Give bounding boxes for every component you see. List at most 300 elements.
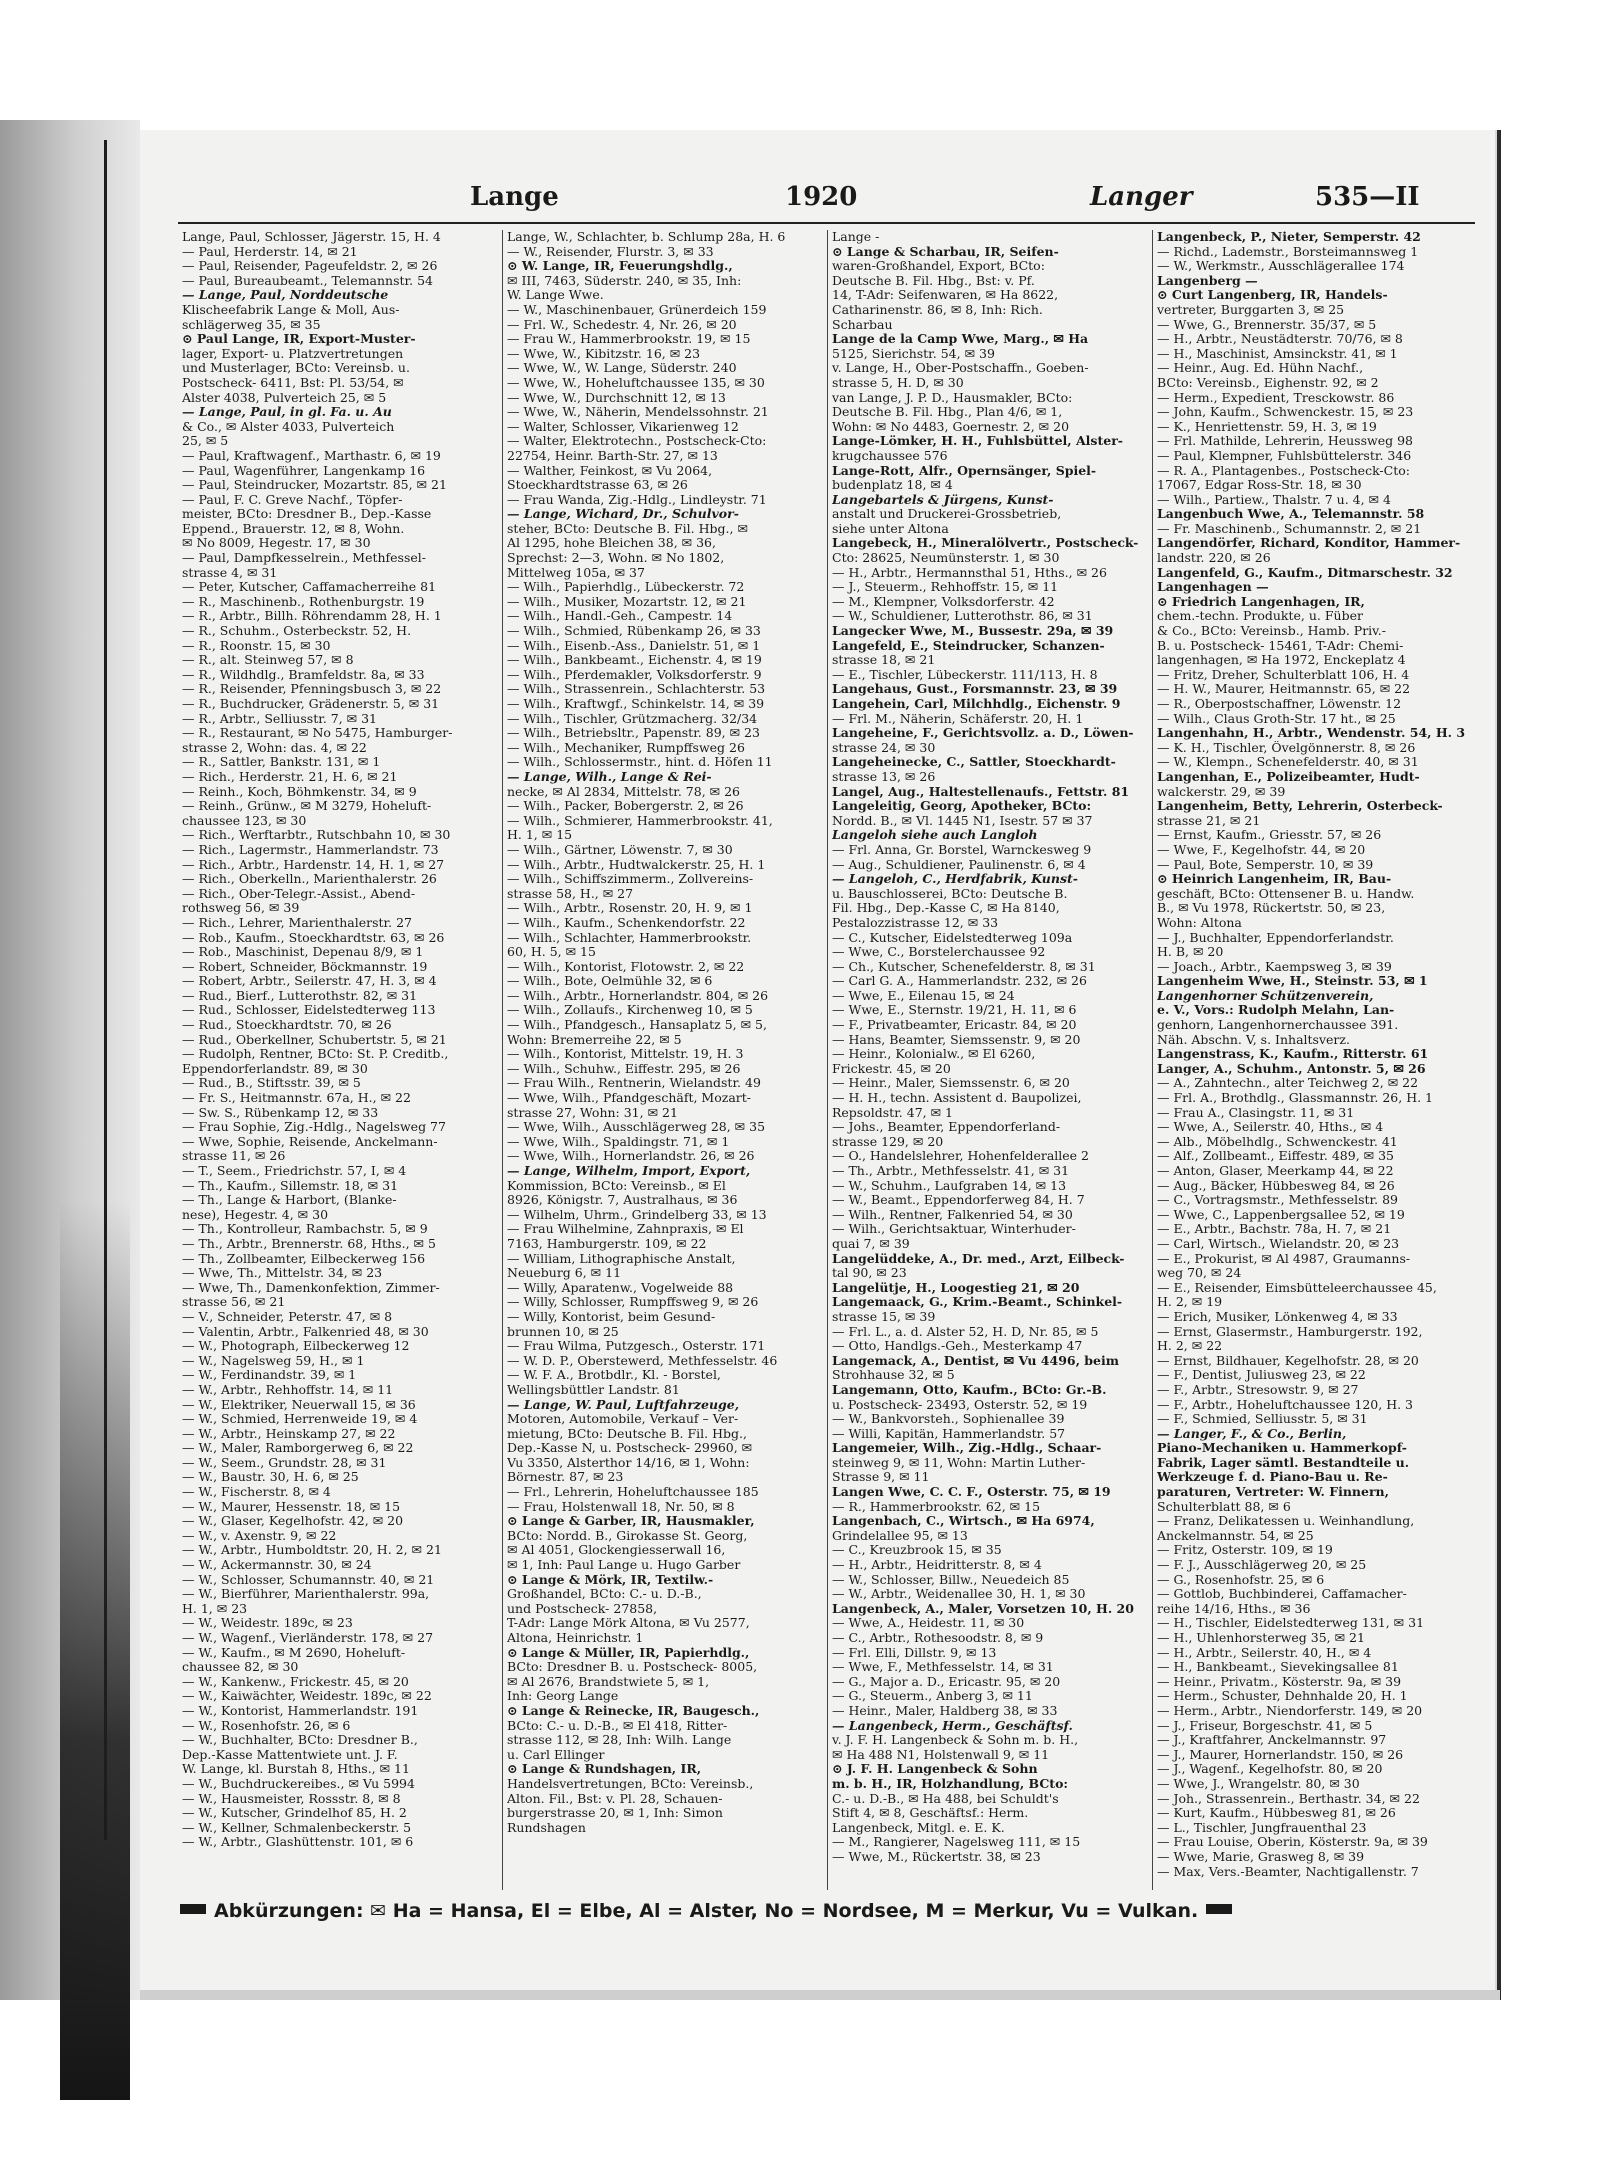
directory-entry: — R., Wildhdlg., Bramfeldstr. 8a, ✉ 33 xyxy=(182,667,425,682)
directory-entry: Langenheim Wwe, H., Steinstr. 53, ✉ 1 xyxy=(1157,974,1428,989)
directory-entry: — F. J., Ausschlägerweg 20, ✉ 25 xyxy=(1157,1558,1367,1573)
directory-entry: — Wilh., Claus Groth-Str. 17 ht., ✉ 25 xyxy=(1157,711,1396,726)
directory-entry: Langenstrass, K., Kaufm., Ritterstr. 61 xyxy=(1157,1047,1429,1062)
directory-entry: — Sw. S., Rübenkamp 12, ✉ 33 xyxy=(182,1105,379,1120)
directory-entry: Langehaus, Gust., Forsmannstr. 23, ✉ 39 xyxy=(832,682,1118,697)
directory-entry: — J., Maurer, Hornerlandstr. 150, ✉ 26 xyxy=(1157,1747,1404,1762)
directory-entry: — F., Privatbeamter, Ericastr. 84, ✉ 20 xyxy=(832,1018,1077,1033)
directory-entry: Langehein, Carl, Milchhdlg., Eichenstr. 9 xyxy=(832,697,1121,711)
directory-entry: — Kurt, Kaufm., Hübbesweg 81, ✉ 26 xyxy=(1157,1806,1396,1821)
directory-entry: — Otto, Handlgs.-Geh., Mesterkamp 47 xyxy=(832,1339,1083,1354)
directory-entry: ⊙ Lange & Garber, IR, Hausmakler, xyxy=(507,1514,755,1529)
directory-entry: — W., Maschinenbauer, Grünerdeich 159 xyxy=(507,302,767,317)
directory-entry: Pestalozzistrasse 12, ✉ 33 xyxy=(832,915,999,930)
directory-entry: — Wilh., Bankbeamt., Eichenstr. 4, ✉ 19 xyxy=(507,653,762,668)
directory-entry: — W., Kontorist, Hammerlandstr. 191 xyxy=(182,1703,419,1718)
directory-entry: — W., Rosenhofstr. 26, ✉ 6 xyxy=(182,1718,351,1733)
directory-entry: — Erich, Musiker, Lönkenweg 4, ✉ 33 xyxy=(1157,1309,1398,1324)
abbreviations-text: Abkürzungen: ✉ Ha = Hansa, El = Elbe, Al = Alster, No = Nordsee, M = Merkur, Vu = Vulkan. xyxy=(214,1900,1199,1922)
directory-entry: Strasse 9, ✉ 11 xyxy=(832,1470,930,1485)
directory-entry: — Wwe, A., Heidestr. 11, ✉ 30 xyxy=(832,1616,1025,1631)
directory-entry: und Musterlager, BCto: Vereinsb. u. xyxy=(182,361,410,376)
directory-entry: und Postscheck- 27858, xyxy=(507,1601,658,1616)
column-divider xyxy=(1152,230,1153,1890)
directory-entry: Al 1295, hohe Bleichen 38, ✉ 36, xyxy=(507,536,716,551)
directory-entry: — A., Zahntechn., alter Teichweg 2, ✉ 22 xyxy=(1157,1076,1419,1091)
directory-entry: — Herm., Arbtr., Niendorferstr. 149, ✉ 20 xyxy=(1157,1703,1423,1718)
running-header xyxy=(140,182,1495,218)
directory-entry: — Wilh., Schmied, Rübenkamp 26, ✉ 33 xyxy=(507,624,761,639)
directory-entry: — Gottlob, Buchbinderei, Caffamacher- xyxy=(1157,1587,1407,1602)
directory-entry: — E., Prokurist, ✉ Al 4987, Graumanns- xyxy=(1157,1251,1411,1266)
directory-entry: — Joach., Arbtr., Kaempsweg 3, ✉ 39 xyxy=(1157,959,1392,974)
directory-entry: — R., Hammerbrookstr. 62, ✉ 15 xyxy=(832,1499,1041,1514)
directory-entry: Langeloh siehe auch Langloh xyxy=(832,828,1038,843)
directory-entry: weg 70, ✉ 24 xyxy=(1157,1266,1242,1281)
directory-entry: — J., Buchhalter, Eppendorferlandstr. xyxy=(1157,930,1394,945)
directory-entry: — W., Werkmstr., Ausschlägerallee 174 xyxy=(1157,259,1405,274)
directory-column-1 xyxy=(182,230,500,1890)
directory-entry: — Wilh., Kaufm., Schenkendorfstr. 22 xyxy=(507,915,746,930)
directory-entry: — W., Wagenf., Vierländerstr. 178, ✉ 27 xyxy=(182,1631,434,1645)
directory-entry: Langenberg — xyxy=(1157,273,1258,288)
directory-entry: Altona, Heinrichstr. 1 xyxy=(507,1631,644,1645)
directory-entry: — Paul, Bureaubeamt., Telemannstr. 54 xyxy=(182,273,433,288)
directory-entry: — Franz, Delikatessen u. Weinhandlung, xyxy=(1157,1514,1415,1529)
directory-entry: — Frau Wilma, Putzgesch., Osterstr. 171 xyxy=(507,1339,766,1354)
directory-entry: — Rob., Maschinist, Depenau 8/9, ✉ 1 xyxy=(182,945,424,960)
directory-entry: — O., Handelslehrer, Hohenfelderallee 2 xyxy=(832,1149,1089,1164)
directory-entry: reihe 14/16, Hths., ✉ 36 xyxy=(1157,1601,1311,1616)
directory-entry: Postscheck- 6411, Bst: Pl. 53/54, ✉ xyxy=(182,375,404,390)
directory-entry: Langendörfer, Richard, Konditor, Hammer- xyxy=(1157,536,1461,551)
directory-entry: budenplatz 18, ✉ 4 xyxy=(832,478,953,493)
directory-entry: ⊙ W. Lange, IR, Feuerungshdlg., xyxy=(507,259,733,274)
directory-entry: — H., Arbtr., Neustädterstr. 70/76, ✉ 8 xyxy=(1157,332,1403,347)
directory-entry: — Robert, Schneider, Böckmannstr. 19 xyxy=(182,959,428,974)
directory-entry: Repsoldstr. 47, ✉ 1 xyxy=(832,1105,953,1120)
directory-entry: Langel, Aug., Haltestellenaufs., Fettstr. 81 xyxy=(832,784,1130,799)
directory-entry: — Carl G. A., Hammerlandstr. 232, ✉ 26 xyxy=(832,974,1087,989)
directory-entry: — Wilh., Gärtner, Löwenstr. 7, ✉ 30 xyxy=(507,842,733,857)
directory-entry: 60, H. 5, ✉ 15 xyxy=(507,945,596,960)
directory-entry: — Ernst, Kaufm., Griesstr. 57, ✉ 26 xyxy=(1157,828,1382,843)
directory-entry: W. Lange Wwe. xyxy=(507,288,604,303)
directory-entry: tal 90, ✉ 23 xyxy=(832,1266,907,1281)
directory-entry: Langemann, Otto, Kaufm., BCto: Gr.-B. xyxy=(832,1382,1107,1397)
directory-entry: Langenbeck, P., Nieter, Semperstr. 42 xyxy=(1157,230,1421,244)
pointing-hand-icon xyxy=(180,1904,206,1914)
directory-entry: — Aug., Schuldiener, Paulinenstr. 6, ✉ 4 xyxy=(832,857,1086,872)
directory-entry: strasse 11, ✉ 26 xyxy=(182,1149,286,1164)
directory-entry: Klischeefabrik Lange & Moll, Aus- xyxy=(182,302,400,317)
directory-entry: — W., Schuldiener, Lutterothstr. 86, ✉ 31 xyxy=(832,609,1093,624)
directory-entry: Eppendorferlandstr. 89, ✉ 30 xyxy=(182,1061,368,1076)
directory-entry: — W., Seem., Grundstr. 28, ✉ 31 xyxy=(182,1455,387,1470)
directory-entry: u. Carl Ellinger xyxy=(507,1747,605,1762)
directory-entry: — W., Ackermannstr. 30, ✉ 24 xyxy=(182,1558,372,1573)
directory-entry: ⊙ Lange & Scharbau, IR, Seifen- xyxy=(832,244,1059,259)
page-right-edge xyxy=(1495,130,1501,2000)
directory-entry: strasse 27, Wohn: 31, ✉ 21 xyxy=(507,1105,678,1120)
directory-entry: — Ernst, Bildhauer, Kegelhofstr. 28, ✉ 20 xyxy=(1157,1353,1419,1368)
directory-entry: — Rud., Bierf., Lutterothstr. 82, ✉ 31 xyxy=(182,988,418,1003)
directory-entry: ⊙ Paul Lange, IR, Export-Muster- xyxy=(182,332,416,347)
directory-entry: — Peter, Kutscher, Caffamacherreihe 81 xyxy=(182,580,437,595)
directory-entry: — Frau A., Clasingstr. 11, ✉ 31 xyxy=(1157,1105,1355,1120)
directory-entry: Börnestr. 87, ✉ 23 xyxy=(507,1470,624,1485)
directory-entry: Rundshagen xyxy=(507,1820,586,1835)
directory-entry: schlägerweg 35, ✉ 35 xyxy=(182,317,321,332)
directory-entry: — J., Friseur, Borgeschstr. 41, ✉ 5 xyxy=(1157,1718,1373,1733)
directory-entry: — Heinr., Kolonialw., ✉ El 6260, xyxy=(832,1047,1036,1062)
directory-entry: quai 7, ✉ 39 xyxy=(832,1236,910,1251)
directory-entry: H. B, ✉ 20 xyxy=(1157,945,1224,960)
directory-entry: & Co., ✉ Alster 4033, Pulverteich xyxy=(182,419,395,434)
directory-entry: — Wwe, J., Wrangelstr. 80, ✉ 30 xyxy=(1157,1776,1360,1791)
directory-entry: — Langeloh, C., Herdfabrik, Kunst- xyxy=(832,872,1078,887)
directory-entry: paraturen, Vertreter: W. Finnern, xyxy=(1157,1485,1389,1500)
directory-column-2 xyxy=(507,230,825,1890)
directory-entry: krugchaussee 576 xyxy=(832,448,948,463)
directory-entry: — H., Maschinist, Amsinckstr. 41, ✉ 1 xyxy=(1157,346,1398,361)
directory-entry: ⊙ Lange & Rundshagen, IR, xyxy=(507,1762,702,1777)
directory-entry: BCto: Vereinsb., Eighenstr. 92, ✉ 2 xyxy=(1157,375,1379,390)
directory-entry: — R., Buchdrucker, Grädenerstr. 5, ✉ 31 xyxy=(182,697,440,711)
directory-entry: Strohhause 32, ✉ 5 xyxy=(832,1368,955,1383)
header-left-keyword: Lange xyxy=(470,182,559,212)
directory-entry: necke, ✉ Al 2834, Mittelstr. 78, ✉ 26 xyxy=(507,784,741,799)
directory-entry: strasse 21, ✉ 21 xyxy=(1157,813,1261,828)
directory-entry: walckerstr. 29, ✉ 39 xyxy=(1157,784,1286,799)
directory-entry: — Frau Wanda, Zig.-Hdlg., Lindleystr. 71 xyxy=(507,492,767,507)
directory-entry: — Wilh., Kontorist, Mittelstr. 19, H. 3 xyxy=(507,1047,744,1062)
directory-entry: Piano-Mechaniken u. Hammerkopf- xyxy=(1157,1441,1407,1456)
directory-entry: — W., Weidestr. 189c, ✉ 23 xyxy=(182,1616,353,1631)
directory-entry: — W., Nagelsweg 59, H., ✉ 1 xyxy=(182,1353,365,1368)
directory-entry: Lange de la Camp Wwe, Marg., ✉ Ha xyxy=(832,332,1089,347)
directory-entry: — Wilh., Rentner, Falkenried 54, ✉ 30 xyxy=(832,1207,1073,1222)
directory-entry: Langenhorner Schützenverein, xyxy=(1157,988,1374,1003)
directory-entry: Langenbuch Wwe, A., Telemannstr. 58 xyxy=(1157,507,1425,522)
directory-entry: — F., Schmied, Selliusstr. 5, ✉ 31 xyxy=(1157,1412,1368,1427)
directory-entry: — Wilh., Eisenb.-Ass., Danielstr. 51, ✉ 1 xyxy=(507,638,761,653)
directory-entry: — Max, Vers.-Beamter, Nachtigallenstr. 7 xyxy=(1157,1864,1419,1879)
directory-entry: — Frl. Mathilde, Lehrerin, Heussweg 98 xyxy=(1157,434,1413,449)
directory-entry: anstalt und Druckerei-Grossbetrieb, xyxy=(832,507,1062,522)
directory-entry: ⊙ Lange & Reinecke, IR, Baugesch., xyxy=(507,1703,760,1718)
directory-entry: chem.-techn. Produkte, u. Füber xyxy=(1157,609,1363,624)
directory-entry: strasse 24, ✉ 30 xyxy=(832,740,936,755)
directory-entry: Sprechst: 2—3, Wohn. ✉ No 1802, xyxy=(507,551,725,566)
directory-entry: Langer, A., Schuhm., Antonstr. 5, ✉ 26 xyxy=(1157,1061,1426,1076)
directory-entry: ✉ Al 2676, Brandstwiete 5, ✉ 1, xyxy=(507,1674,710,1689)
directory-entry: — Fritz, Osterstr. 109, ✉ 19 xyxy=(1157,1543,1333,1558)
directory-entry: — Frau W., Hammerbrookstr. 19, ✉ 15 xyxy=(507,332,751,347)
directory-entry: — Th., Arbtr., Methfesselstr. 41, ✉ 31 xyxy=(832,1164,1070,1178)
directory-entry: e. V., Vors.: Rudolph Melahn, Lan- xyxy=(1157,1003,1395,1018)
directory-entry: — Wilh., Musiker, Mozartstr. 12, ✉ 21 xyxy=(507,594,747,609)
directory-entry: — Willy, Kontorist, beim Gesund- xyxy=(507,1309,716,1324)
directory-entry: u. Bauschlosserei, BCto: Deutsche B. xyxy=(832,886,1068,901)
directory-entry: — R., Arbtr., Billh. Röhrendamm 28, H. 1 xyxy=(182,609,442,624)
directory-entry: burgerstrasse 20, ✉ 1, Inh: Simon xyxy=(507,1806,723,1821)
directory-entry: — W., Buchhalter, BCto: Dresdner B., xyxy=(182,1733,418,1748)
directory-entry: — Wilh., Tischler, Grützmacherg. 32/34 xyxy=(507,711,758,726)
directory-entry: — Rudolph, Rentner, BCto: St. P. Creditb., xyxy=(182,1047,449,1062)
directory-entry: — H. W., Maurer, Heitmannstr. 65, ✉ 22 xyxy=(1157,682,1411,697)
directory-entry: — Wilh., Handl.-Geh., Campestr. 14 xyxy=(507,609,733,624)
directory-page xyxy=(140,130,1495,1990)
header-rule xyxy=(178,222,1475,224)
directory-entry: — W., Schlosser, Schumannstr. 40, ✉ 21 xyxy=(182,1572,435,1587)
directory-entry: — Wilh., Zollaufs., Kirchenweg 10, ✉ 5 xyxy=(507,1003,753,1018)
directory-entry: — Lange, Paul, Norddeutsche xyxy=(182,288,389,303)
directory-entry: — Frau Sophie, Zig.-Hdlg., Nagelsweg 77 xyxy=(182,1120,446,1135)
directory-entry: Catharinenstr. 86, ✉ 8, Inh: Rich. xyxy=(832,302,1043,317)
directory-entry: — W., Maurer, Hessenstr. 18, ✉ 15 xyxy=(182,1499,401,1514)
directory-entry: & Co., BCto: Vereinsb., Hamb. Priv.- xyxy=(1157,624,1386,639)
directory-entry: — W., Beamt., Eppendorferweg 84, H. 7 xyxy=(832,1193,1085,1208)
directory-entry: — C., Kreuzbrook 15, ✉ 35 xyxy=(832,1543,1002,1558)
directory-entry: — Wwe, M., Rückertstr. 38, ✉ 23 xyxy=(832,1849,1041,1864)
directory-entry: — Heinr., Privatm., Kösterstr. 9a, ✉ 39 xyxy=(1157,1674,1402,1689)
directory-entry: — Fr. S., Heitmannstr. 67a, H., ✉ 22 xyxy=(182,1091,411,1106)
directory-entry: Wohn: Bremerreihe 22, ✉ 5 xyxy=(507,1032,682,1047)
directory-entry: ⊙ Lange & Mörk, IR, Textilw.- xyxy=(507,1572,714,1587)
directory-entry: — W., Glaser, Kegelhofstr. 42, ✉ 20 xyxy=(182,1514,404,1529)
directory-entry: — H., Uhlenhorsterweg 35, ✉ 21 xyxy=(1157,1631,1365,1645)
directory-entry: — Robert, Arbtr., Seilerstr. 47, H. 3, ✉ 4 xyxy=(182,974,437,989)
directory-entry: 14, T-Adr: Seifenwaren, ✉ Ha 8622, xyxy=(832,288,1059,303)
directory-entry: Deutsche B. Fil. Hbg., Bst: v. Pf. xyxy=(832,273,1035,288)
directory-entry: Stift 4, ✉ 8, Geschäftsf.: Herm. xyxy=(832,1806,1029,1821)
directory-entry: — Wilh., Schuhw., Eiffestr. 295, ✉ 26 xyxy=(507,1061,741,1076)
directory-entry: 22754, Heinr. Barth-Str. 27, ✉ 13 xyxy=(507,448,718,463)
directory-entry: — W., Schmied, Herrenweide 19, ✉ 4 xyxy=(182,1412,418,1427)
directory-entry: Langenbeck, A., Maler, Vorsetzen 10, H. 20 xyxy=(832,1601,1134,1616)
directory-entry: — Willi, Kapitän, Hammerlandstr. 57 xyxy=(832,1426,1066,1441)
directory-entry: — Wilh., Schmierer, Hammerbrookstr. 41, xyxy=(507,813,773,828)
directory-entry: B., ✉ Vu 1978, Rückertstr. 50, ✉ 23, xyxy=(1157,901,1386,916)
directory-entry: — W., Hausmeister, Rossstr. 8, ✉ 8 xyxy=(182,1791,401,1806)
directory-entry: nese), Hegestr. 4, ✉ 30 xyxy=(182,1207,329,1222)
directory-entry: — Wwe, W., Durchschnitt 12, ✉ 13 xyxy=(507,390,726,405)
directory-entry: BCto: Nordd. B., Girokasse St. Georg, xyxy=(507,1528,748,1543)
directory-entry: T-Adr: Lange Mörk Altona, ✉ Vu 2577, xyxy=(507,1616,750,1631)
directory-entry: Langenheim, Betty, Lehrerin, Osterbeck- xyxy=(1157,799,1443,814)
directory-entry: — Frau Wilh., Rentnerin, Wielandstr. 49 xyxy=(507,1076,761,1091)
directory-entry: — Paul, F. C. Greve Nachf., Töpfer- xyxy=(182,492,403,507)
directory-entry: — Lange, Wilhelm, Import, Export, xyxy=(507,1164,751,1178)
directory-entry: — W., Arbtr., Humboldtstr. 20, H. 2, ✉ 21 xyxy=(182,1543,442,1558)
directory-entry: — E., Reisender, Eimsbütteleerchaussee 45, xyxy=(1157,1280,1437,1295)
directory-entry: B. u. Postscheck- 15461, T-Adr: Chemi- xyxy=(1157,638,1404,653)
directory-entry: Langemeier, Wilh., Zig.-Hdlg., Schaar- xyxy=(832,1441,1102,1456)
directory-entry: Inh: Georg Lange xyxy=(507,1689,619,1704)
directory-entry: — Th., Kaufm., Sillemstr. 18, ✉ 31 xyxy=(182,1178,399,1193)
directory-entry: — Frl., Lehrerin, Hoheluftchaussee 185 xyxy=(507,1485,759,1500)
directory-entry: — Willy, Aparatenw., Vogelweide 88 xyxy=(507,1280,734,1295)
directory-entry: — Frl. Anna, Gr. Borstel, Warnckesweg 9 xyxy=(832,842,1092,857)
directory-entry: siehe unter Altona xyxy=(832,521,949,536)
directory-entry: chaussee 82, ✉ 30 xyxy=(182,1660,299,1675)
directory-entry: ✉ No 8009, Hegestr. 17, ✉ 30 xyxy=(182,536,371,551)
directory-entry: Lange-Lömker, H. H., Fuhlsbüttel, Alster- xyxy=(832,434,1123,449)
directory-entry: — W., Fischerstr. 8, ✉ 4 xyxy=(182,1485,331,1500)
directory-entry: Scharbau xyxy=(832,317,893,332)
directory-entry: — E., Arbtr., Bachstr. 78a, H. 7, ✉ 21 xyxy=(1157,1222,1392,1237)
directory-entry: — Johs., Beamter, Eppendorferland- xyxy=(832,1120,1061,1135)
binding-shadow xyxy=(60,1200,130,2100)
directory-entry: Fabrik, Lager sämtl. Bestandteile u. xyxy=(1157,1455,1410,1470)
directory-entry: Werkzeuge f. d. Piano-Bau u. Re- xyxy=(1157,1470,1388,1485)
directory-entry: — Herm., Schuster, Dehnhalde 20, H. 1 xyxy=(1157,1689,1408,1704)
directory-entry: — R., Schuhm., Osterbeckstr. 52, H. xyxy=(182,624,412,639)
directory-entry: — K. H., Tischler, Övelgönnerstr. 8, ✉ 26 xyxy=(1157,740,1416,755)
directory-entry: langenhagen, ✉ Ha 1972, Enckeplatz 4 xyxy=(1157,653,1406,668)
directory-entry: — W., Arbtr., Heinskamp 27, ✉ 22 xyxy=(182,1426,396,1441)
directory-entry: — W., Photograph, Eilbeckerweg 12 xyxy=(182,1339,410,1354)
directory-entry: ⊙ Friedrich Langenhagen, IR, xyxy=(1157,594,1365,609)
directory-entry: strasse 129, ✉ 20 xyxy=(832,1134,944,1149)
directory-entry: — Paul, Steindrucker, Mozartstr. 85, ✉ 21 xyxy=(182,478,447,493)
directory-entry: — Paul, Kraftwagenf., Marthastr. 6, ✉ 19 xyxy=(182,448,441,463)
directory-entry: strasse 5, H. D, ✉ 30 xyxy=(832,375,964,390)
directory-entry: — Th., Lange & Harbort, (Blanke- xyxy=(182,1193,397,1208)
directory-entry: — W., Reisender, Flurstr. 3, ✉ 33 xyxy=(507,244,714,259)
directory-entry: genhorn, Langenhornerchaussee 391. xyxy=(1157,1018,1399,1033)
directory-entry: Mittelweg 105a, ✉ 37 xyxy=(507,565,645,580)
directory-entry: — Frl. L., a. d. Alster 52, H. D, Nr. 85, ✉ 5 xyxy=(832,1324,1099,1339)
directory-entry: brunnen 10, ✉ 25 xyxy=(507,1324,619,1339)
directory-entry: — W., Arbtr., Glashüttenstr. 101, ✉ 6 xyxy=(182,1835,414,1850)
directory-entry: — C., Kutscher, Eidelstedterweg 109a xyxy=(832,930,1073,945)
directory-entry: — John, Kaufm., Schwenckestr. 15, ✉ 23 xyxy=(1157,405,1414,420)
directory-entry: — Valentin, Arbtr., Falkenried 48, ✉ 30 xyxy=(182,1324,429,1339)
directory-entry: Stoeckhardtstrasse 63, ✉ 26 xyxy=(507,478,688,493)
directory-entry: H. 1, ✉ 15 xyxy=(507,828,573,843)
directory-entry: steinweg 9, ✉ 11, Wohn: Martin Luther- xyxy=(832,1455,1086,1470)
directory-entry: — M., Rangierer, Nagelsweg 111, ✉ 15 xyxy=(832,1835,1081,1850)
directory-entry: Eppend., Brauerstr. 12, ✉ 8, Wohn. xyxy=(182,521,405,536)
directory-entry: 5125, Sierichstr. 54, ✉ 39 xyxy=(832,346,995,361)
directory-entry: — C., Vortragsmstr., Methfesselstr. 89 xyxy=(1157,1193,1398,1208)
directory-entry: strasse 112, ✉ 28, Inh: Wilh. Lange xyxy=(507,1733,732,1748)
directory-entry: v. J. F. H. Langenbeck & Sohn m. b. H., xyxy=(832,1733,1079,1748)
directory-entry: Langenhagen — xyxy=(1157,580,1269,595)
directory-entry: — V., Schneider, Peterstr. 47, ✉ 8 xyxy=(182,1309,393,1324)
directory-entry: strasse 56, ✉ 21 xyxy=(182,1295,286,1310)
directory-entry: — Wwe, G., Brennerstr. 35/37, ✉ 5 xyxy=(1157,317,1377,332)
directory-entry: — Wilh., Pferdemakler, Volksdorferstr. 9 xyxy=(507,667,762,682)
directory-entry: strasse 58, H., ✉ 27 xyxy=(507,886,634,901)
directory-entry: — M., Klempner, Volksdorferstr. 42 xyxy=(832,594,1055,609)
directory-entry: strasse 2, Wohn: das. 4, ✉ 22 xyxy=(182,740,367,755)
directory-entry: 17067, Edgar Ross-Str. 18, ✉ 30 xyxy=(1157,478,1362,493)
directory-entry: — Reinh., Koch, Böhmkenstr. 34, ✉ 9 xyxy=(182,784,417,799)
directory-entry: — Alb., Möbelhdlg., Schwenckestr. 41 xyxy=(1157,1134,1398,1149)
directory-entry: ⊙ Curt Langenberg, IR, Handels- xyxy=(1157,288,1388,303)
directory-entry: — G., Major a. D., Ericastr. 95, ✉ 20 xyxy=(832,1674,1061,1689)
page-number: 535—II xyxy=(1315,182,1420,212)
directory-entry: — Wilh., Bote, Oelmühle 32, ✉ 6 xyxy=(507,974,713,989)
directory-entry: — Willy, Schlosser, Rumpffsweg 9, ✉ 26 xyxy=(507,1295,759,1310)
directory-entry: — W., Kaufm., ✉ M 2690, Hoheluft- xyxy=(182,1645,406,1660)
directory-entry: — Ernst, Glasermstr., Hamburgerstr. 192, xyxy=(1157,1324,1423,1339)
directory-entry: Alton. Fil., Bst: v. Pl. 28, Schauen- xyxy=(507,1791,723,1806)
directory-entry: — Wwe, E., Eilenau 15, ✉ 24 xyxy=(832,988,1015,1003)
directory-entry: H. 2, ✉ 22 xyxy=(1157,1339,1223,1354)
directory-entry: — R., Reisender, Pfenningsbusch 3, ✉ 22 xyxy=(182,682,442,697)
directory-entry: — F., Arbtr., Stresowstr. 9, ✉ 27 xyxy=(1157,1382,1359,1397)
directory-entry: — R., Maschinenb., Rothenburgstr. 19 xyxy=(182,594,425,609)
directory-entry: — Th., Zollbeamter, Eilbeckerweg 156 xyxy=(182,1251,426,1266)
directory-entry: — Wilh., Arbtr., Hudtwalckerstr. 25, H. 1 xyxy=(507,857,766,872)
directory-entry: ✉ Ha 488 N1, Holstenwall 9, ✉ 11 xyxy=(832,1747,1050,1762)
directory-entry: — Wilh., Kraftwgf., Schinkelstr. 14, ✉ 39 xyxy=(507,697,765,711)
directory-entry: steher, BCto: Deutsche B. Fil. Hbg., ✉ xyxy=(507,521,748,536)
directory-entry: W. Lange, kl. Burstah 8, Hths., ✉ 11 xyxy=(182,1762,410,1777)
directory-entry: — W., Bankvorsteh., Sophienallee 39 xyxy=(832,1412,1065,1427)
directory-entry: — Lange, Paul, in gl. Fa. u. Au xyxy=(182,405,392,420)
directory-entry: — Heinr., Aug. Ed. Hühn Nachf., xyxy=(1157,361,1364,376)
directory-entry: — Wilh., Gerichtsaktuar, Winterhuder- xyxy=(832,1222,1076,1237)
directory-entry: — W., Arbtr., Weidenallee 30, H. 1, ✉ 30 xyxy=(832,1587,1086,1602)
directory-entry: — Paul, Dampfkesselrein., Methfessel- xyxy=(182,551,427,566)
directory-entry: — W., Arbtr., Rehhoffstr. 14, ✉ 11 xyxy=(182,1382,394,1397)
directory-entry: — W., Elektriker, Neuerwall 15, ✉ 36 xyxy=(182,1397,416,1412)
directory-entry: — Wilh., Papierhdlg., Lübeckerstr. 72 xyxy=(507,580,745,595)
directory-entry: u. Postscheck- 23493, Osterstr. 52, ✉ 19 xyxy=(832,1397,1088,1412)
directory-entry: — H., Arbtr., Hermannsthal 51, Hths., ✉ 26 xyxy=(832,565,1107,580)
directory-entry: — Rob., Kaufm., Stoeckhardtstr. 63, ✉ 26 xyxy=(182,930,445,945)
directory-entry: — Wwe, Wilh., Ausschlägerweg 28, ✉ 35 xyxy=(507,1120,766,1135)
directory-entry: ✉ Al 4051, Glockengiesserwall 16, xyxy=(507,1543,726,1558)
pointing-hand-icon xyxy=(1206,1904,1232,1914)
directory-column-4 xyxy=(1157,230,1475,1890)
directory-entry: — Paul, Wagenführer, Langenkamp 16 xyxy=(182,463,426,478)
directory-entry: — Rich., Lehrer, Marienthalerstr. 27 xyxy=(182,915,412,930)
directory-entry: Grindelallee 95, ✉ 13 xyxy=(832,1528,968,1543)
directory-entry: — W., Klempn., Schenefelderstr. 40, ✉ 31 xyxy=(1157,755,1419,770)
directory-entry: — Wwe, W., Hoheluftchaussee 135, ✉ 30 xyxy=(507,375,765,390)
directory-entry: ⊙ J. F. H. Langenbeck & Sohn xyxy=(832,1762,1038,1777)
directory-entry: — Frl. W., Schedestr. 4, Nr. 26, ✉ 20 xyxy=(507,317,737,332)
directory-entry: geschäft, BCto: Ottensener B. u. Handw. xyxy=(1157,886,1415,901)
directory-entry: Deutsche B. Fil. Hbg., Plan 4/6, ✉ 1, xyxy=(832,405,1063,420)
directory-entry: Dep.-Kasse N, u. Postscheck- 29960, ✉ xyxy=(507,1441,753,1456)
directory-entry: strasse 18, ✉ 21 xyxy=(832,653,936,668)
directory-entry: — Wwe, E., Sternstr. 19/21, H. 11, ✉ 6 xyxy=(832,1003,1077,1018)
directory-entry: — Wilh., Partiew., Thalstr. 7 u. 4, ✉ 4 xyxy=(1157,492,1391,507)
directory-entry: 8926, Königstr. 7, Australhaus, ✉ 36 xyxy=(507,1193,738,1208)
directory-entry: — W., Baustr. 30, H. 6, ✉ 25 xyxy=(182,1470,359,1485)
directory-entry: H. 1, ✉ 23 xyxy=(182,1601,248,1616)
directory-entry: strasse 13, ✉ 26 xyxy=(832,769,936,784)
directory-entry: Wellingsbüttler Landstr. 81 xyxy=(507,1382,680,1397)
directory-entry: chaussee 123, ✉ 30 xyxy=(182,813,307,828)
directory-entry: — Th., Kontrolleur, Rambachstr. 5, ✉ 9 xyxy=(182,1222,428,1237)
directory-entry: — C., Arbtr., Rothesoodstr. 8, ✉ 9 xyxy=(832,1631,1044,1645)
directory-entry: — R., Sattler, Bankstr. 131, ✉ 1 xyxy=(182,755,381,770)
directory-entry: — J., Wagenf., Kegelhofstr. 80, ✉ 20 xyxy=(1157,1762,1383,1777)
directory-entry: — Lange, Wichard, Dr., Schulvor- xyxy=(507,507,739,522)
directory-entry: — H., Arbtr., Heidritterstr. 8, ✉ 4 xyxy=(832,1558,1042,1573)
directory-entry: — W., Kutscher, Grindelhof 85, H. 2 xyxy=(182,1806,407,1821)
directory-entry: — R., Restaurant, ✉ No 5475, Hamburger- xyxy=(182,726,453,741)
directory-entry: Vu 3350, Alsterthor 14/16, ✉ 1, Wohn: xyxy=(507,1455,750,1470)
